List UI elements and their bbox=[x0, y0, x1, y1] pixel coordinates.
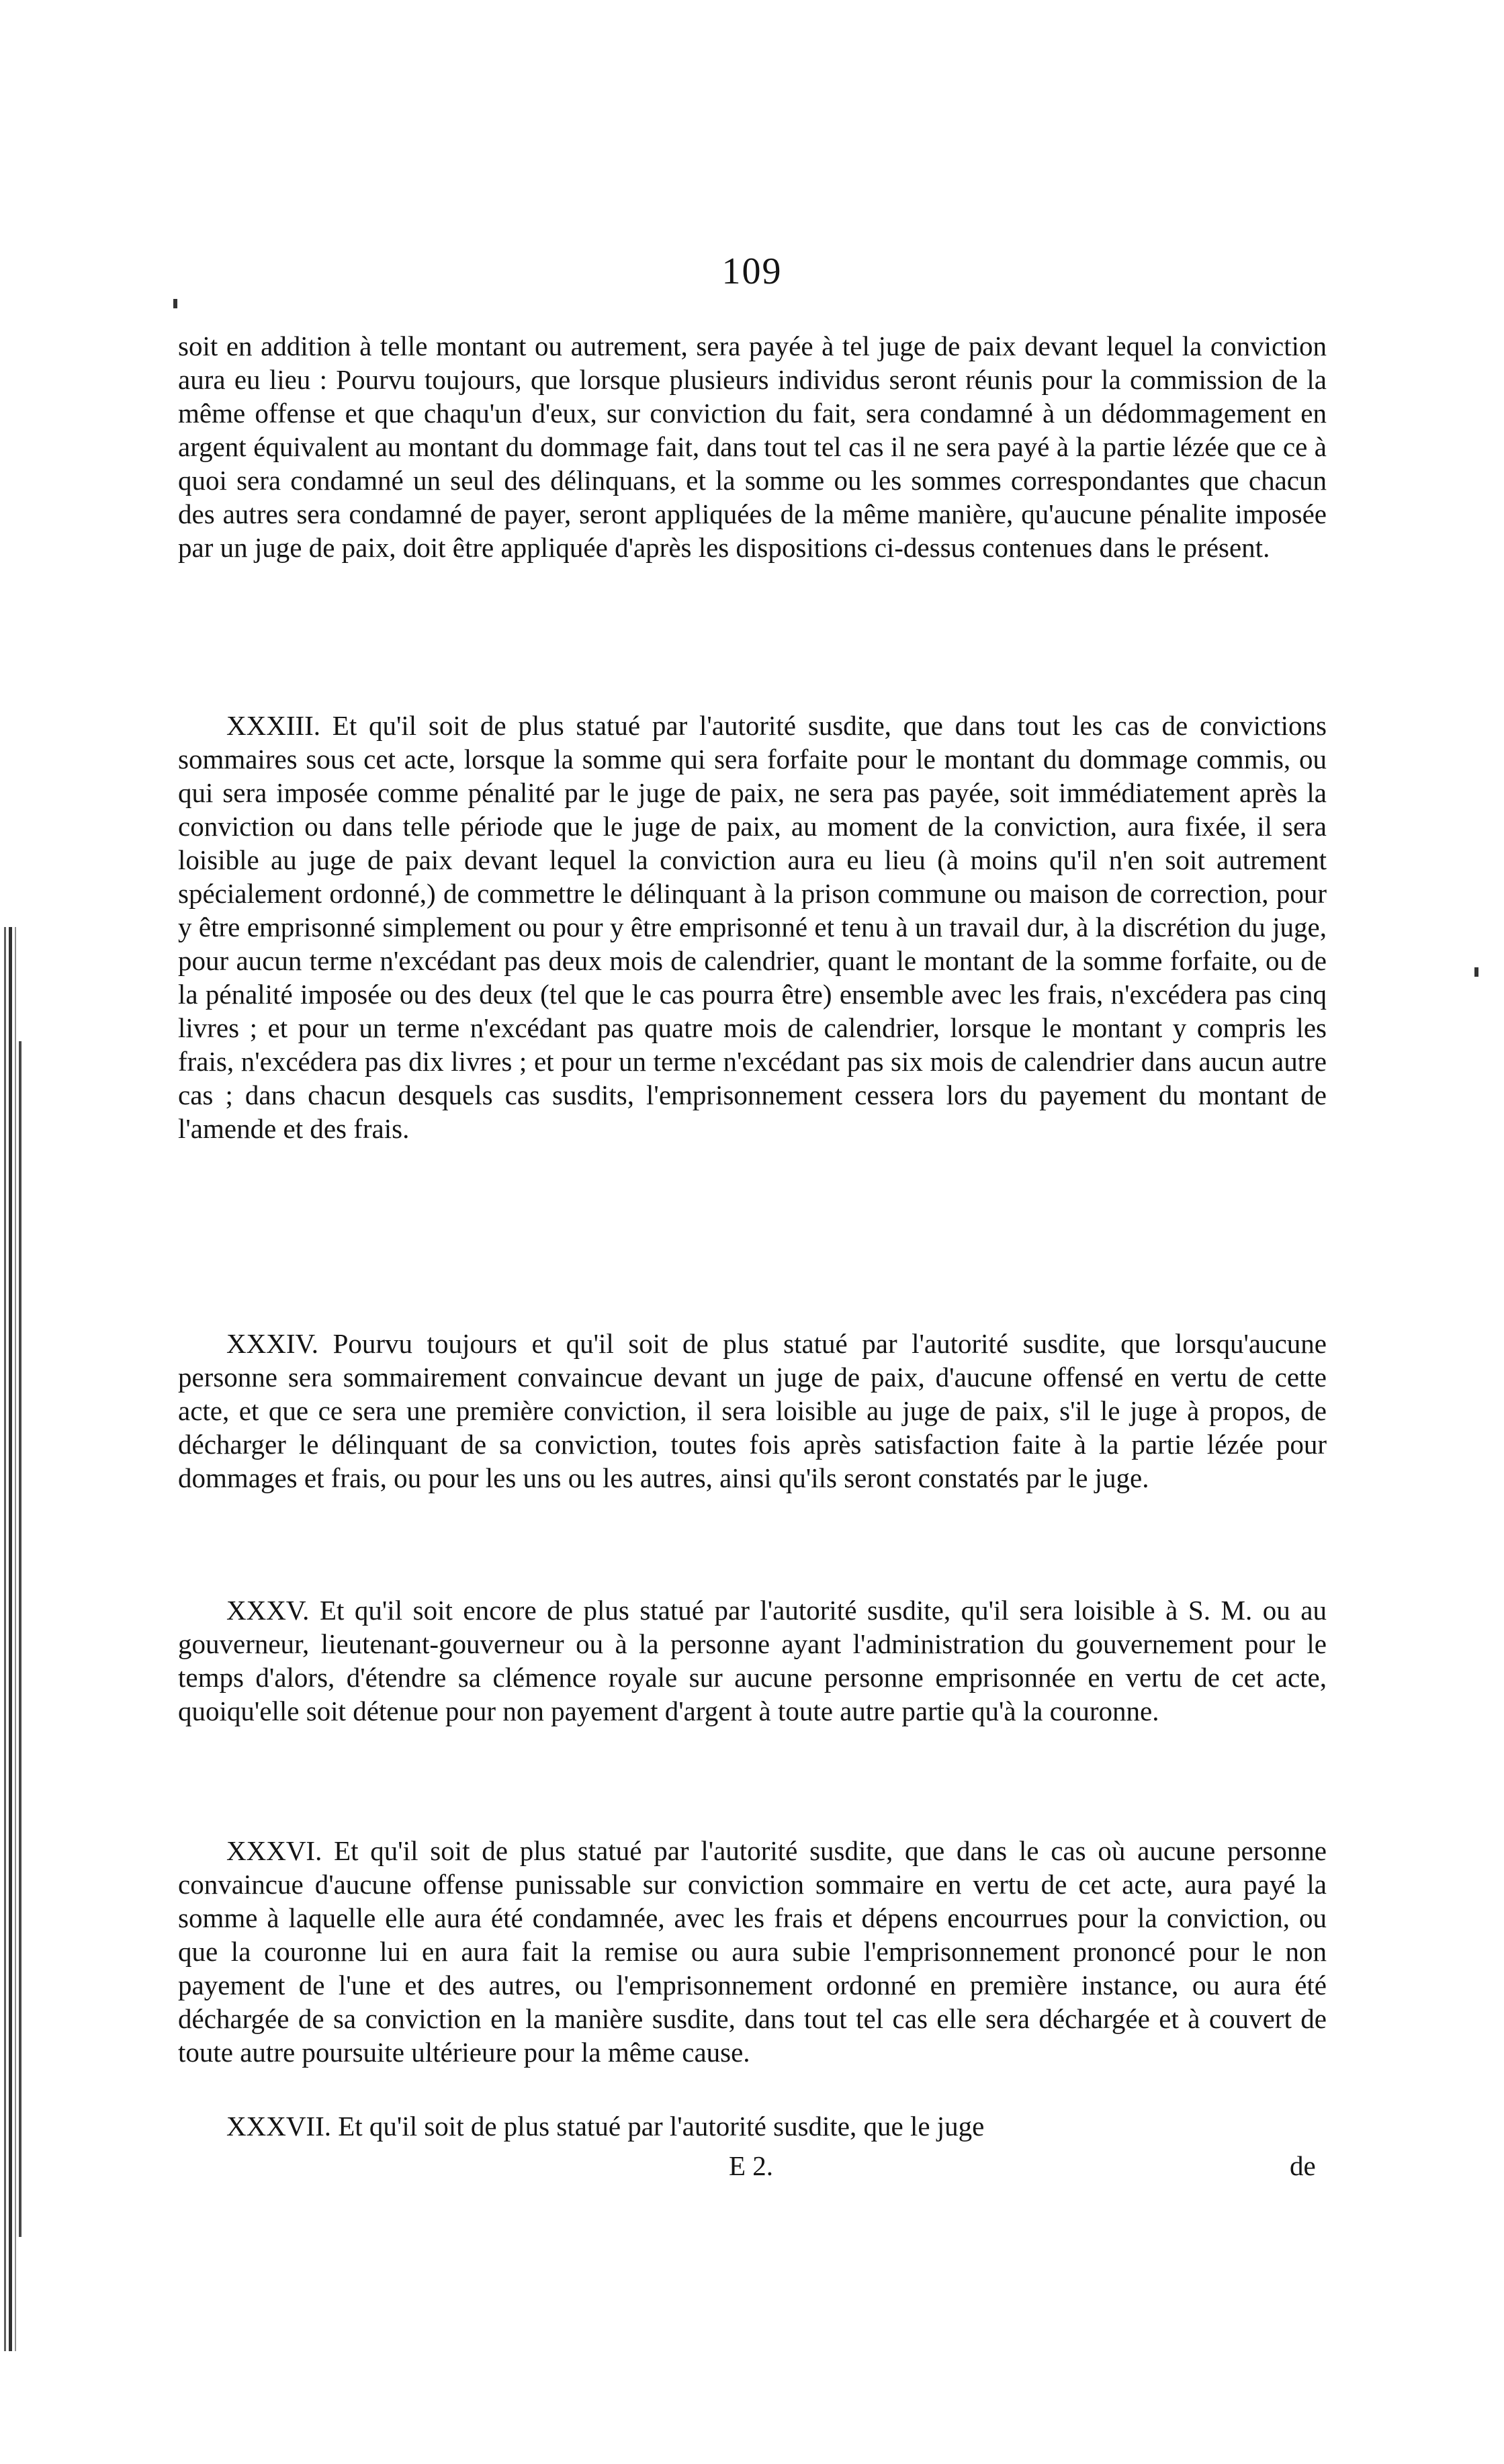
scan-edge-line bbox=[9, 927, 12, 2351]
paragraph-text: XXXIII. Et qu'il soit de plus statué par l'autorité susdite, que dans tout les cas de convictions sommaires sous cet acte, lorsque la somme qui sera forfaite pour le montant du dommage commis, ou qui sera imposée comme pénalité par le juge de paix, ne sera pas payée, soit immédiatement après la conviction ou dans telle période que le juge de paix, au moment de la conviction, aura fixée, il sera loisible au juge de paix devant lequel la conviction aura eu lieu (à moins qu'il n'en soit autrement spécialement ordonné,) de commettre le délinquant à la prison commune ou maison de correction, pour y être emprisonné simplement ou pour y être emprisonné et tenu à un travail dur, à la discrétion du juge, pour aucun terme n'excédant pas deux mois de calendrier, quant le montant de la somme forfaite, ou de la pénalité imposée ou des deux (tel que le cas pourra être) ensemble avec les frais, n'excédera pas cinq livres ; et pour un terme n'excédant pas quatre mois de calendrier, lorsque le montant y compris les frais, n'excédera pas dix livres ; et pour un terme n'excédant pas six mois de calendrier dans aucun autre cas ; dans chacun desquels cas susdits, l'emprisonnement cessera lors du payement du montant de l'amende et des frais. bbox=[178, 710, 1327, 1144]
section-xxxvii bbox=[178, 2109, 1327, 2143]
section-xxxvi bbox=[178, 1834, 1327, 2069]
paragraph-continuation bbox=[178, 329, 1327, 564]
page-number: 109 bbox=[721, 251, 783, 292]
scan-edge-line bbox=[4, 927, 6, 2351]
section-xxxv bbox=[178, 1593, 1327, 1728]
paragraph-text: XXXIV. Pourvu toujours et qu'il soit de plus statué par l'autorité susdite, que lorsqu'aucune personne sera sommairement convaincue devant un juge de paix, d'aucune offensé en vertu de cette acte, et que ce sera une première conviction, il sera loisible au juge de paix, s'il le juge à propos, de décharger le délinquant de sa conviction, toutes fois après satisfaction faite à la partie lézée pour dommages et frais, ou pour les uns ou les autres, ainsi qu'ils seront constatés par le juge. bbox=[178, 1328, 1327, 1493]
paragraph-text: soit en addition à telle montant ou autrement, sera payée à tel juge de paix devant lequel la conviction aura eu lieu : Pourvu toujours, que lorsque plusieurs individus seront réunis pour la commission de la même offense et que chaqu'un d'eux, sur conviction du fait, sera condamné à un dédommagement en argent équivalent au montant du dommage fait, dans tout tel cas il ne sera payé à la partie lézée que ce à quoi sera condamné un seul des délinquans, et la somme ou les sommes correspondantes que chacun des autres sera condamné de payer, seront appliquées de la même manière, qu'aucune pénalite imposée par un juge de paix, doit être appliquée d'après les dispositions ci-dessus contenues dans le présent. bbox=[178, 331, 1327, 563]
paragraph-text: XXXV. Et qu'il soit encore de plus statué par l'autorité susdite, qu'il sera loisible à S. M. ou au gouverneur, lieutenant-gouverneur ou à la personne ayant l'administration du gouvernement pour le temps d'alors, d'étendre sa clémence royale sur aucune personne emprisonnée en vertu de cet acte, quoiqu'elle soit détenue pour non payement d'argent à toute autre partie qu'à la couronne. bbox=[178, 1595, 1327, 1726]
scan-binding-edge bbox=[0, 927, 26, 2351]
scan-edge-line bbox=[15, 927, 16, 2351]
catchword: de bbox=[1290, 2150, 1316, 2181]
paragraph-text: XXXVI. Et qu'il soit de plus statué par l'autorité susdite, que dans le cas où aucune personne convaincue d'aucune offense punissable sur conviction sommaire en vertu de cet acte, aura payé la somme à laquelle elle aura été condamnée, avec les frais et dépens encourrues pour la conviction, ou que la couronne lui en aura fait la remise ou aura subie l'emprisonnement prononcé pour le non payement de l'une et des autres, ou l'emprisonnement ordonné en première instance, ou aura été déchargée de sa conviction en la manière susdite, dans tout tel cas elle sera déchargée et à couvert de toute autre poursuite ultérieure pour la même cause. bbox=[178, 1835, 1327, 2068]
signature-mark: E 2. bbox=[729, 2150, 774, 2181]
section-xxxiii bbox=[178, 709, 1327, 1145]
paragraph-text: XXXVII. Et qu'il soit de plus statué par l'autorité susdite, que le juge bbox=[226, 2111, 985, 2142]
section-xxxiv bbox=[178, 1327, 1327, 1495]
scan-edge-line bbox=[19, 1041, 21, 2238]
scan-speck bbox=[1474, 967, 1478, 977]
scan-speck bbox=[173, 299, 177, 308]
